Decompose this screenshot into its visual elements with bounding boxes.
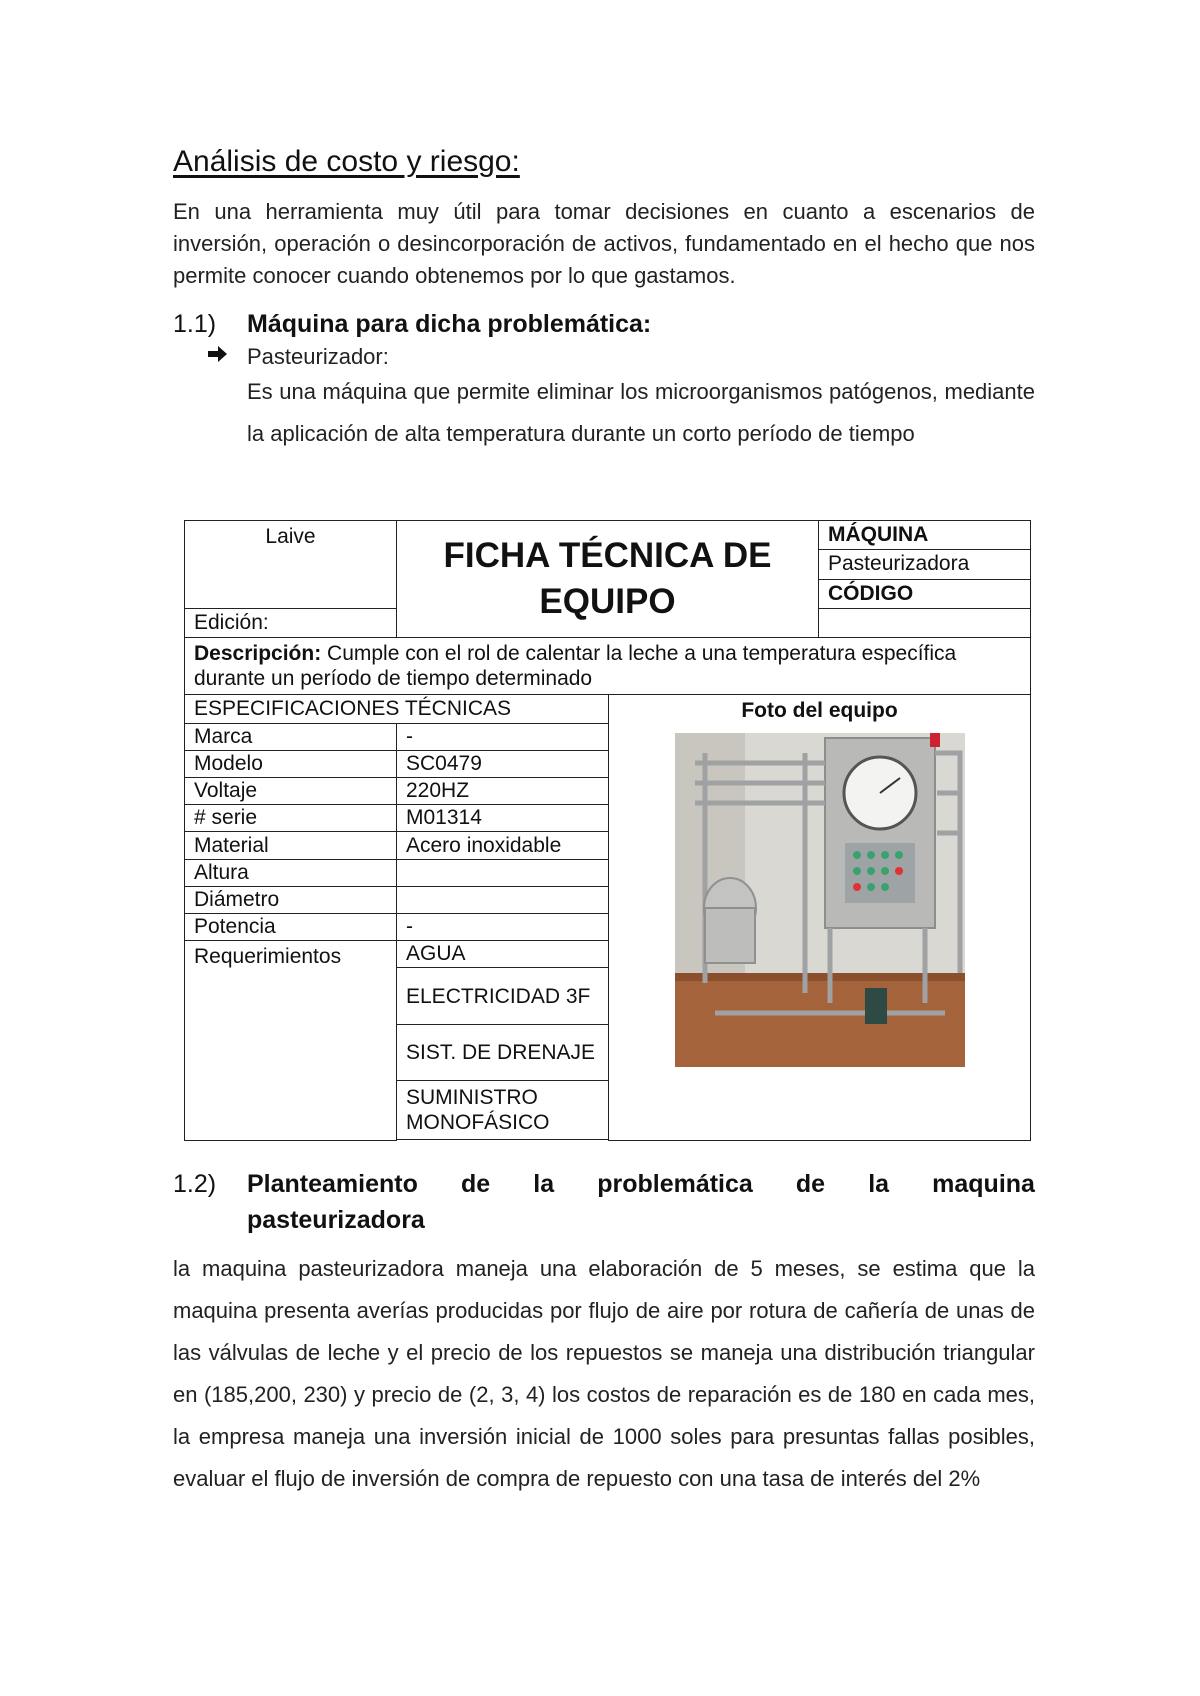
maquina-value: Pasteurizadora (819, 550, 1031, 579)
requerimiento-item: AGUA (397, 941, 609, 968)
page-title: Análisis de costo y riesgo: (173, 145, 520, 178)
heading-word: de (795, 1170, 826, 1198)
spec-label-serie: # serie (185, 805, 397, 832)
spec-label-modelo: Modelo (185, 750, 397, 777)
intro-paragraph: En una herramienta muy útil para tomar decisiones en cuanto a escenarios de inversión, operación o desincorporación de activos, fundamentado en el hecho que nos permite conocer cuando obtenemos por lo que gastamos. (173, 199, 1035, 288)
photo-cell (609, 694, 1031, 1140)
descripcion-label: Descripción: (194, 641, 322, 665)
right-arrow-icon (207, 344, 229, 370)
codigo-value (819, 608, 1031, 637)
ficha-title-line1: FICHA TÉCNICA DE (443, 536, 772, 576)
edicion-label: Edición: (185, 608, 397, 637)
spec-value-material: Acero inoxidable (397, 832, 609, 859)
spec-value-modelo: SC0479 (397, 750, 609, 777)
table-spacer (397, 1139, 609, 1140)
section-2-heading-line2: pasteurizadora (247, 1206, 425, 1234)
section-1-heading: Máquina para dicha problemática: (247, 310, 652, 338)
company-name: Laive (185, 521, 397, 609)
codigo-label: CÓDIGO (819, 579, 1031, 608)
problem-statement-paragraph: la maquina pasteurizadora maneja una elaboración de 5 meses, se estima que la maquina presenta averías producidas por flujo de aire por rotura de cañería de unas de las válvulas de leche y el precio de los repuestos se maneja una distribución triangular en (185,200, 230) y precio de (2, 3, 4) los costos de reparación es de 180 en cada mes, la empresa maneja una inversión inicial de 1000 soles para presuntas fallas posibles, evaluar el flujo de inversión de compra de repuesto con una tasa de interés del 2% (173, 1256, 1035, 1491)
heading-word: problemática (597, 1170, 753, 1198)
heading-word: la (868, 1170, 890, 1198)
heading-word: Planteamiento (247, 1170, 418, 1198)
requerimientos-label: Requerimientos (185, 941, 397, 1141)
spec-value-diametro (397, 886, 609, 913)
spec-label-diametro: Diámetro (185, 886, 397, 913)
bullet-label: Pasteurizador: (247, 344, 389, 369)
photo-header: Foto del equipo (741, 698, 898, 722)
spec-label-altura: Altura (185, 859, 397, 886)
ficha-tecnica-table (184, 520, 1031, 1141)
section-2-number: 1.2) (173, 1170, 217, 1198)
ficha-title-line2: EQUIPO (539, 582, 676, 622)
bullet-description: Es una máquina que permite eliminar los microorganismos patógenos, mediante la aplicación de alta temperatura durante un corto período de tiempo (247, 379, 1035, 446)
descripcion-text: Cumple con el rol de calentar la leche a una temperatura específica durante un período de tiempo determinado (194, 641, 957, 690)
requerimiento-item: ELECTRICIDAD 3F (397, 968, 609, 1024)
ficha-title (397, 521, 819, 638)
spec-label-marca: Marca (185, 723, 397, 750)
spec-label-potencia: Potencia (185, 913, 397, 940)
spec-label-material: Material (185, 832, 397, 859)
heading-word: la (533, 1170, 555, 1198)
spec-value-altura (397, 859, 609, 886)
spec-value-voltaje: 220HZ (397, 778, 609, 805)
maquina-label: MÁQUINA (819, 521, 1031, 550)
specs-header: ESPECIFICACIONES TÉCNICAS (185, 694, 609, 723)
section-2-heading-line1 (247, 1170, 1035, 1199)
equipment-photo (675, 733, 965, 1067)
descripcion-cell (185, 638, 1031, 694)
spec-label-voltaje: Voltaje (185, 778, 397, 805)
section-1-number: 1.1) (173, 310, 217, 338)
heading-word: de (460, 1170, 491, 1198)
spec-value-marca: - (397, 723, 609, 750)
heading-word: maquina (932, 1170, 1035, 1198)
requerimiento-item: SIST. DE DRENAJE (397, 1024, 609, 1080)
spec-value-serie: M01314 (397, 805, 609, 832)
requerimiento-item: SUMINISTRO MONOFÁSICO (397, 1081, 609, 1140)
spec-value-potencia: - (397, 913, 609, 940)
